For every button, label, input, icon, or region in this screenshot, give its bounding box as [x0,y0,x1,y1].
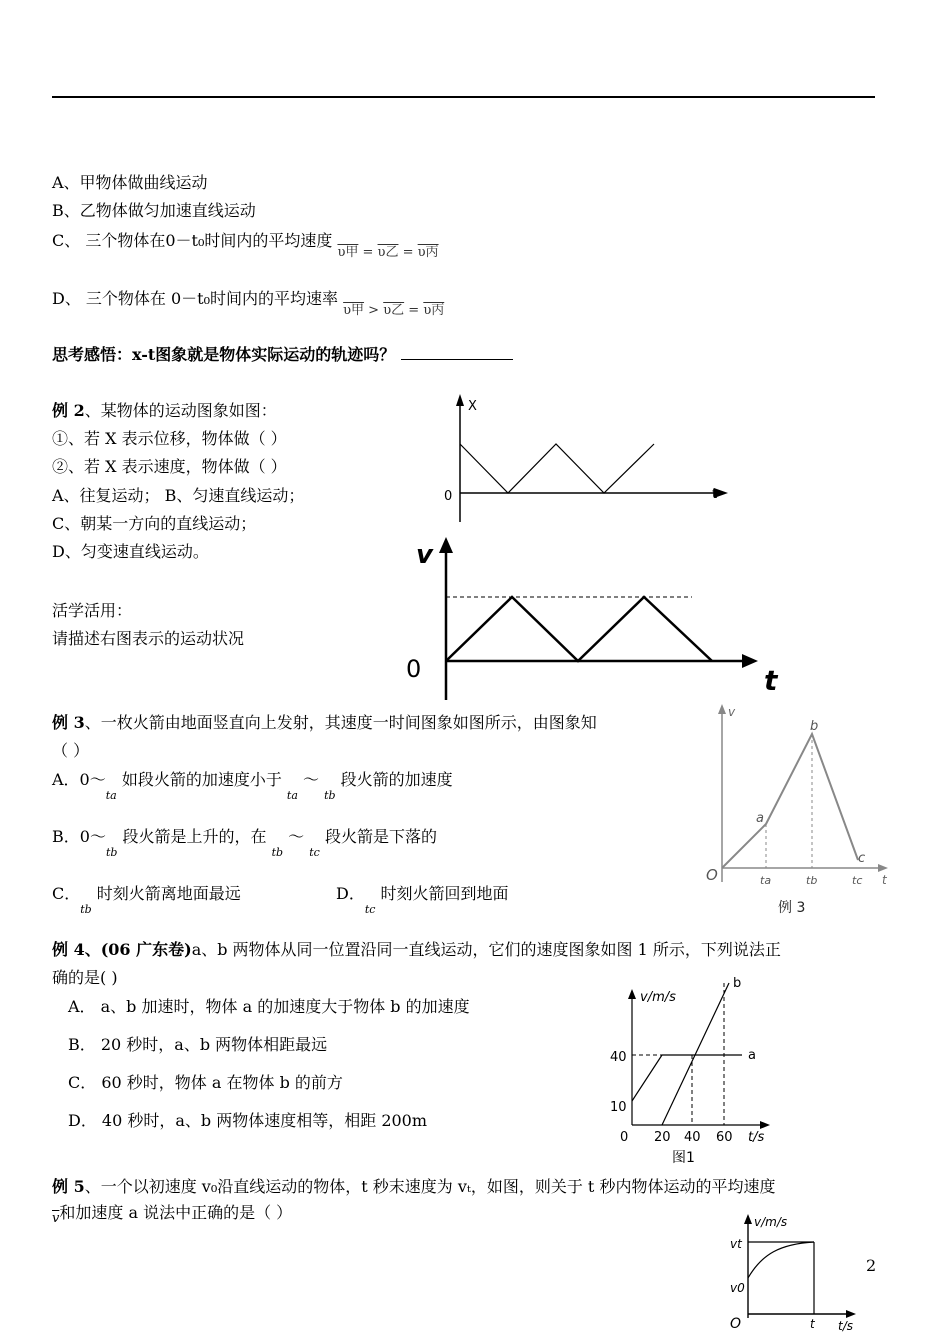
text: 时刻火箭离地面最远 [91,884,241,903]
example2-line1: ①、若 X 表示位移，物体做（ ） [52,429,287,448]
formula-op: > [368,303,380,318]
text: 如段火箭的加速度小于 [116,770,287,789]
text: 段火箭的加速度 [335,770,453,789]
answer-blank[interactable] [401,345,513,360]
example4-option-b: B． 20 秒时，a、b 两物体相距最远 [68,1035,328,1054]
y-axis-arrow-icon [628,989,636,999]
x-label: t [712,487,718,502]
example3-title: 例 3 [52,713,85,732]
example2-stem [52,398,277,421]
formula-term: υ丙 [423,303,445,318]
example3-option-d [336,881,509,916]
formula-term: υ乙 [377,245,399,260]
example4-option-a: A． a、b 加速时，物体 a 的加速度大于物体 b 的加速度 [68,997,470,1016]
formula-op: = [362,245,374,260]
origin-label: O [730,1316,742,1332]
example5-stem-text: 、一个以初速度 v₀沿直线运动的物体，t 秒末速度为 vₜ，如图，则关于 t 秒内物体运动的平均速度 [84,1177,776,1196]
example3-stem [52,710,597,733]
example3-graph [700,700,895,920]
example2-option-c: C、朝某一方向的直线运动； [52,514,257,533]
example2-option-d: D、匀变速直线运动。 [52,542,209,561]
example5-stem [52,1174,775,1197]
y-axis-arrow-icon [456,394,464,406]
subscript: tc [364,903,376,916]
triangle-wave-line [446,597,712,661]
tick-tc: tc [852,874,863,887]
x-label: t/s [748,1130,765,1145]
x-axis-arrow-icon [760,1121,770,1129]
y-label: X [468,399,477,414]
x-axis-arrow-icon [878,864,888,872]
point-b-label: b [810,719,819,734]
text: A．0～ [52,770,106,789]
series-a-label: a [748,1048,756,1063]
header-rule [52,96,875,98]
series-a-line [632,1055,742,1101]
example5-title: 例 5 [52,1177,85,1196]
y-label: v/m/s [754,1215,788,1229]
formula-term: υ乙 [383,303,405,318]
x-tick-40: 40 [684,1130,701,1145]
formula-term: υ丙 [417,245,439,260]
subscript: tc [309,846,320,859]
origin-label: 0 [406,655,422,683]
mean-velocity-symbol: v [52,1211,60,1226]
graph-caption: 例 3 [778,900,806,916]
point-c-label: c [858,851,866,866]
page-number: 2 [866,1256,877,1275]
y-axis-arrow-icon [439,537,453,553]
text: ～ [283,827,310,846]
text: B．0～ [52,827,106,846]
example4-option-c: C． 60 秒时，物体 a 在物体 b 的前方 [68,1073,343,1092]
velocity-line [722,734,858,868]
example4-stem2: 确的是( ) [52,968,118,987]
q1-option-c-formula [337,245,438,260]
subscript: tb [324,789,336,802]
graph-caption: 图1 [672,1150,695,1166]
x-tick-60: 60 [716,1130,733,1145]
v0-label: v0 [730,1281,745,1295]
q1-option-d-text: D、 三个物体在 0－t₀时间内的平均速率 [52,289,339,308]
formula-term: υ甲 [343,303,365,318]
subscript: tb [271,846,284,859]
text: ～ [297,770,325,789]
subscript: tb [80,903,92,916]
example5-stem2-text: 和加速度 a 说法中正确的是（ ） [59,1203,293,1222]
text: D． [336,884,365,903]
example4-stem [52,937,781,960]
example4-title: 例 4、(06 广东卷) [52,940,192,959]
t-tick-label: t [810,1317,815,1331]
example4-option-d: D． 40 秒时，a、b 两物体速度相等，相距 200m [68,1111,428,1130]
reflection-line [52,342,513,365]
text: 段火箭是上升的，在 [117,827,272,846]
text: 时刻火箭回到地面 [375,884,509,903]
reflection-question: x-t图象就是物体实际运动的轨迹吗？ [132,345,396,364]
x-axis-arrow-icon [742,654,758,668]
q1-option-b: B、乙物体做匀加速直线运动 [52,201,256,220]
tick-ta: ta [760,874,772,887]
text: 段火箭是下落的 [319,827,437,846]
x-label: t [882,873,887,887]
tick-tb: tb [806,874,818,887]
y-axis-arrow-icon [744,1214,752,1224]
y-tick-10: 10 [610,1100,627,1115]
text: C． [52,884,81,903]
practice-title: 活学活用： [52,601,133,620]
formula-term: υ甲 [337,245,359,260]
formula-op: = [408,303,420,318]
zigzag-line [460,444,654,493]
x-tick-0: 0 [620,1130,629,1145]
vt-label: vt [730,1237,742,1251]
example5-graph [722,1208,872,1338]
y-label: v/m/s [640,990,676,1005]
q1-option-a: A、甲物体做曲线运动 [52,173,208,192]
q1-option-d-formula [343,303,444,318]
x-tick-20: 20 [654,1130,671,1145]
origin-label: 0 [444,489,453,504]
y-label: v [416,540,433,570]
x-label: t [764,664,778,697]
velocity-curve [748,1242,814,1278]
series-b-label: b [733,976,742,991]
example2-graph [420,392,740,522]
example2-stem-text: 、某物体的运动图象如图： [84,401,277,420]
point-a-label: a [756,811,764,826]
x-label: t/s [838,1319,853,1333]
example3-option-b [52,824,437,859]
formula-op: = [402,245,414,260]
origin-label: O [706,866,718,884]
practice-graph [400,535,785,700]
example3-paren: （ ） [52,741,90,760]
y-tick-40: 40 [610,1050,627,1065]
subscript: ta [286,789,298,802]
example2-option-ab: A、往复运动； B、匀速直线运动； [52,486,305,505]
example4-graph [600,975,790,1170]
y-axis-arrow-icon [718,704,726,714]
x-axis-arrow-icon [846,1310,856,1318]
y-label: v [728,705,736,719]
example2-line2: ②、若 X 表示速度，物体做（ ） [52,457,287,476]
subscript: ta [105,789,117,802]
example2-title: 例 2 [52,401,85,420]
example3-option-c [52,881,241,916]
example3-stem-text: 、一枚火箭由地面竖直向上发射，其速度一时间图象如图所示，由图象知 [84,713,597,732]
reflection-label: 思考感悟： [52,345,133,364]
q1-option-c-text: C、 三个物体在0－t₀时间内的平均速度 [52,231,333,250]
example5-stem2 [52,1200,293,1226]
example4-stem-text: a、b 两物体从同一位置沿同一直线运动，它们的速度图象如图 1 所示，下列说法正 [191,940,781,959]
subscript: tb [105,846,118,859]
example3-option-a [52,767,453,802]
practice-prompt: 请描述右图表示的运动状况 [52,629,245,648]
